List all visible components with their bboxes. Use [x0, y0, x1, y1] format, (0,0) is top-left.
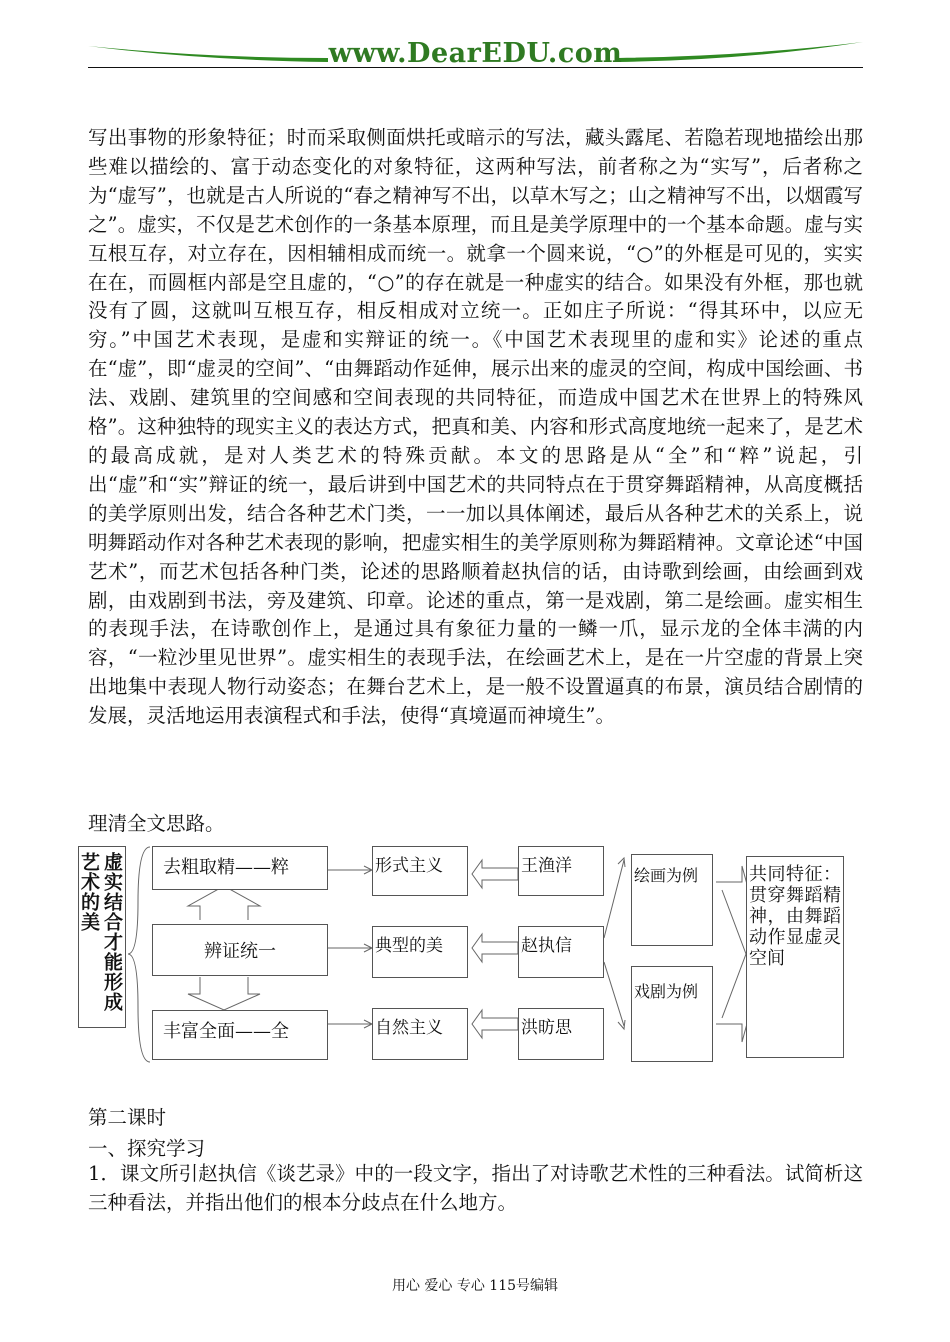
- person-1: 王渔洋: [521, 856, 572, 876]
- example-box-1: [631, 854, 713, 946]
- person-2: 赵执信: [521, 936, 572, 956]
- structure-diagram: [76, 842, 866, 1064]
- mid-box-1: [372, 846, 468, 896]
- site-url: www.DearEDU.com: [328, 38, 623, 69]
- left-box-1-text: 去粗取精——粹: [163, 857, 289, 878]
- left-label-box: [78, 846, 126, 1028]
- lesson-section: 一、探究学习: [88, 1137, 206, 1160]
- left-label: 虚实结合才能形成艺术的美: [78, 852, 123, 1012]
- mid-box-1-text: 形式主义: [375, 856, 443, 876]
- person-box-1: [518, 846, 604, 896]
- page-footer: 用心 爱心 专心 115号编辑: [391, 1278, 559, 1294]
- person-box-2: [518, 926, 604, 978]
- person-box-3: [518, 1008, 604, 1060]
- left-box-3: [152, 1010, 328, 1060]
- conclusion-border: [746, 856, 844, 1058]
- left-box-2: [152, 924, 328, 976]
- section-label: 理清全文思路。: [88, 812, 225, 835]
- left-box-2-text: 辨证统一: [204, 941, 276, 962]
- body-paragraph: 写出事物的形象特征；时而采取侧面烘托或暗示的写法，藏头露尾、若隐若现地描绘出那些难以描绘的、富于动态变化的对象特征，这两种写法，前者称之为“实写”，后者称之为“虚写”，也就是古人所说的“春之精神写不出，以草木写之；山之精神写不出，以烟霞写之”。虚实，不仅是艺术创作的一条基本原理，而且是美学原理中的一个基本命题。虚与实互根互存，对立存在，因相辅相成而统一。就拿一个圆来说，“○”的外框是可见的，实实在在，而圆框内部是空且虚的，“○”的存在就是一种虚实的结合。如果没有外框，那也就没有了圆，这就叫互根互存，相反相成对立统一。正如庄子所说：“得其环中，以应无穷。”中国艺术表现，是虚和实辩证的统一。《中国艺术表现里的虚和实》论述的重点在“虚”，即“虚灵的空间”、“由舞蹈动作延伸，展示出来的虚灵的空间，构成中国绘画、书法、戏剧、建筑里的空间感和空间表现的共同特征，而造成中国艺术在世界上的特殊风格”。这种独特的现实主义的表达方式，把真和美、内容和形式高度地统一起来了，是艺术的最高成就，是对人类艺术的特殊贡献。本文的思路是从“全”和“粹”说起，引出“虚”和“实”辩证的统一，最后讲到中国艺术的共同特点在于贯穿舞蹈精神，从高度概括的美学原则出发，结合各种艺术门类，一一加以具体阐述，最后从各种艺术的关系上，说明舞蹈动作对各种艺术表现的影响，把虚实相生的美学原则称为舞蹈精神。文章论述“中国艺术”，而艺术包括各种门类，论述的思路顺着赵执信的话，由诗歌到绘画，由绘画到戏剧，由戏剧到书法，旁及建筑、印章。论述的重点，第一是戏剧，第二是绘画。虚实相生的表现手法，在诗歌创作上，是通过具有象征力量的一鳞一爪，显示龙的全体丰满的内容，“一粒沙里见世界”。虚实相生的表现手法，在绘画艺术上，是在一片空虚的背景上突出地集中表现人物行动姿态；在舞台艺术上，是一般不设置逼真的布景，演员结合剧情的发展，灵活地运用表演程式和手法，使得“真境逼而神境生”。: [88, 126, 863, 728]
- mid-box-2-text: 典型的美: [375, 936, 443, 956]
- lesson-title: 第二课时: [88, 1106, 167, 1129]
- example-1: 绘画为例: [634, 866, 699, 885]
- left-box-3-text: 丰富全面——全: [163, 1021, 289, 1042]
- lesson-question: 1．课文所引赵执信《谈艺录》中的一段文字，指出了对诗歌艺术性的三种看法。试简析这三种看法，并指出他们的根本分歧点在什么地方。: [88, 1162, 863, 1214]
- header-rule: [88, 67, 863, 68]
- site-header: [88, 36, 863, 76]
- conclusion-text: 共同特征：贯穿舞蹈精神，由舞蹈动作显虚灵空间: [749, 864, 841, 969]
- mid-box-2: [372, 926, 468, 978]
- left-box-1: [152, 846, 328, 890]
- mid-box-3: [372, 1008, 468, 1060]
- example-2: 戏剧为例: [634, 982, 699, 1001]
- mid-box-3-text: 自然主义: [375, 1018, 443, 1038]
- example-box-2: [631, 966, 713, 1062]
- person-3: 洪昉思: [521, 1018, 572, 1038]
